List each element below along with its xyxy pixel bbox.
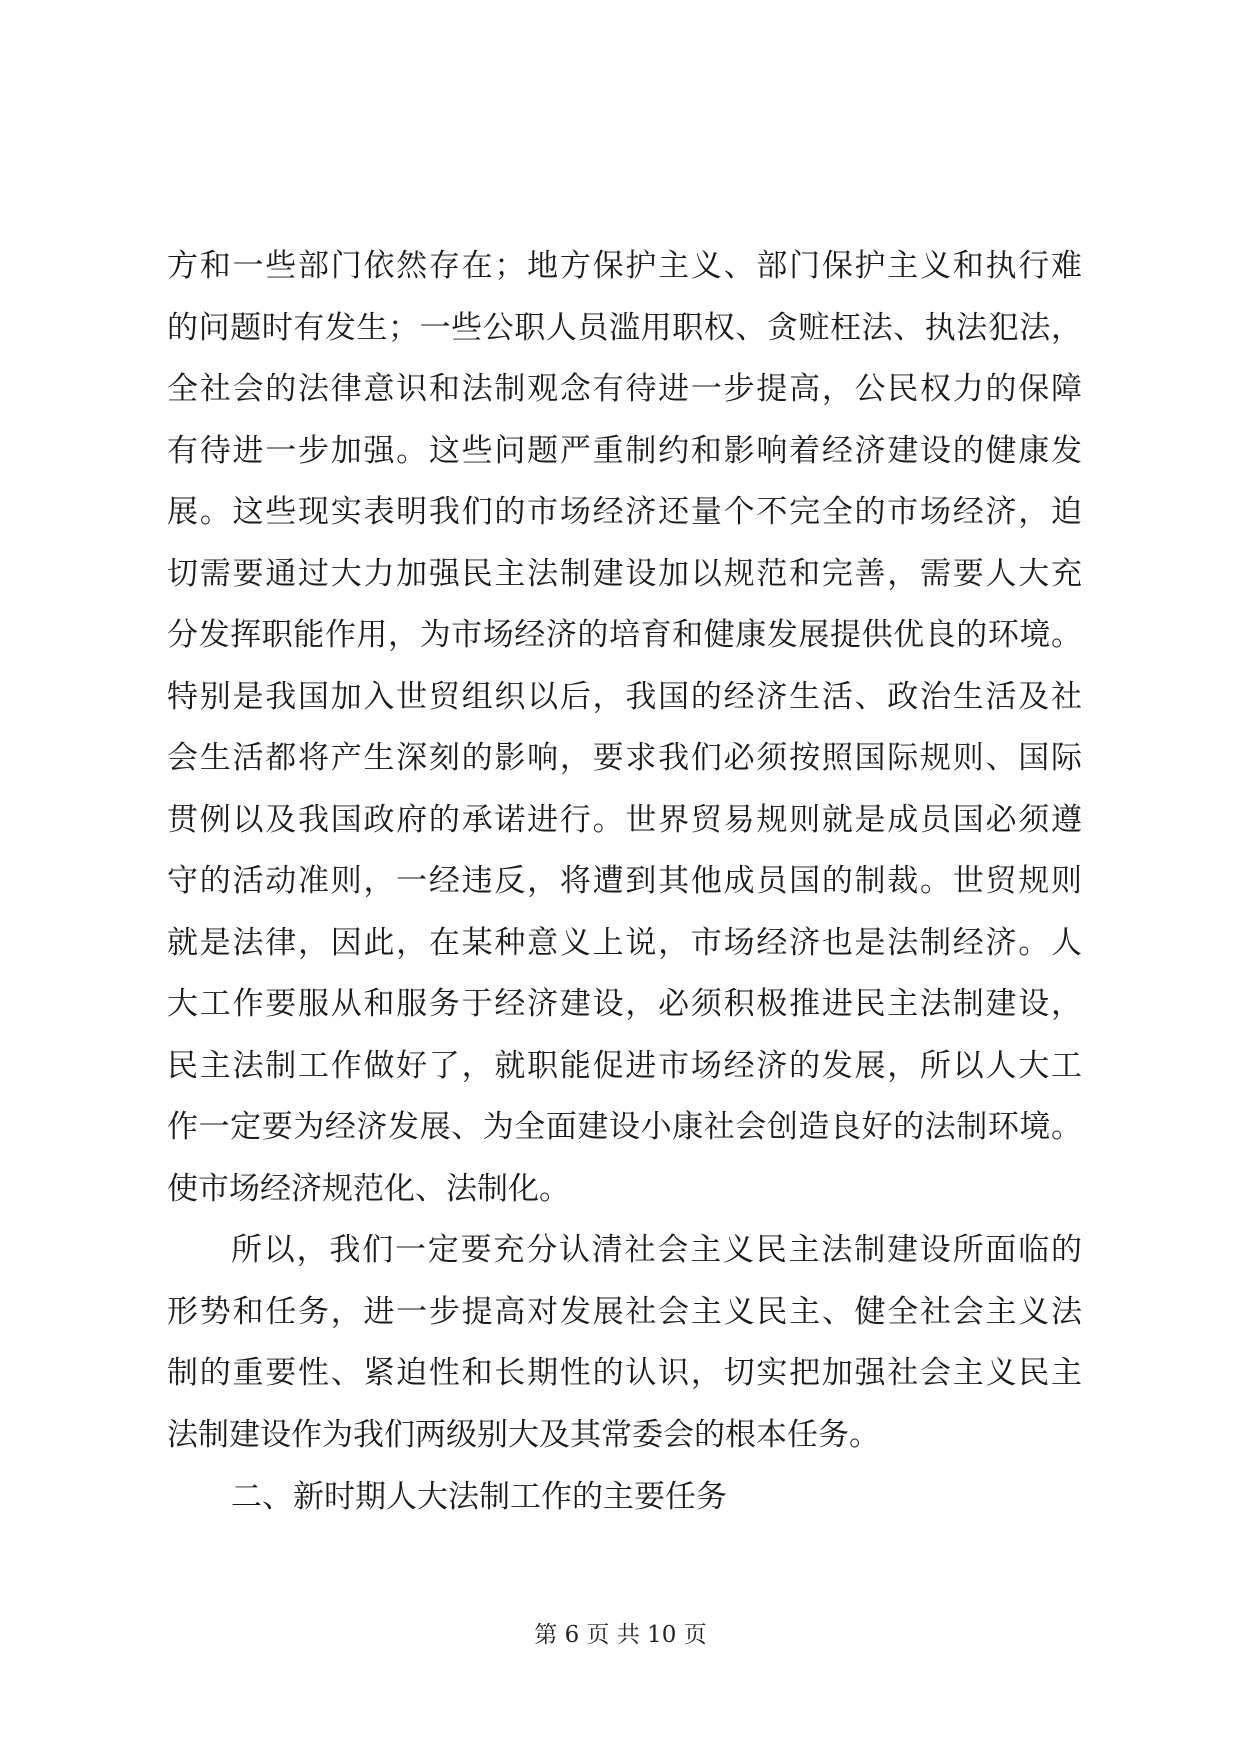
text-line: 守的活动准则，一经违反，将遭到其他成员国的制裁。世贸规则 <box>167 863 1082 899</box>
text-line: 方和一些部门依然存在；地方保护主义、部门保护主义和执行难 <box>167 248 1082 284</box>
text-line: 全社会的法律意识和法制观念有待进一步提高，公民权力的保障 <box>167 371 1082 407</box>
text-line: 制的重要性、紧迫性和长期性的认识，切实把加强社会主义民主 <box>167 1355 1082 1391</box>
text-line: 法制建设作为我们两级别大及其常委会的根本任务。 <box>167 1416 880 1453</box>
text-line: 形势和任务，进一步提高对发展社会主义民主、健全社会主义法 <box>167 1293 1082 1330</box>
text-line: 会生活都将产生深刻的影响，要求我们必须按照国际规则、国际 <box>167 740 1082 776</box>
text-line: 切需要通过大力加强民主法制建设加以规范和完善，需要人大充 <box>167 555 1082 592</box>
text-line: 有待进一步加强。这些问题严重制约和影响着经济建设的健康发 <box>167 432 1082 469</box>
text-line: 的问题时有发生；一些公职人员滥用职权、贪赃枉法、执法犯法， <box>167 309 1082 346</box>
section-heading: 二、新时期人大法制工作的主要任务 <box>231 1479 727 1515</box>
text-line: 就是法律，因此，在某种意义上说，市场经济也是法制经济。人 <box>167 924 1082 961</box>
page-footer: 第 6 页 共 10 页 <box>534 1622 707 1648</box>
body-text <box>167 236 1082 1466</box>
text-line: 分发挥职能作用，为市场经济的培育和健康发展提供优良的环境。 <box>167 617 1082 653</box>
text-line: 贯例以及我国政府的承诺进行。世界贸易规则就是成员国必须遵 <box>167 801 1082 838</box>
text-line: 展。这些现实表明我们的市场经济还量个不完全的市场经济，迫 <box>167 494 1082 530</box>
text-line: 使市场经济规范化、法制化。 <box>167 1170 570 1207</box>
text-line: 特别是我国加入世贸组织以后，我国的经济生活、政治生活及社 <box>167 678 1082 715</box>
text-line: 民主法制工作做好了，就职能促进市场经济的发展，所以人大工 <box>167 1047 1082 1084</box>
text-line: 作一定要为经济发展、为全面建设小康社会创造良好的法制环境。 <box>167 1109 1082 1145</box>
paragraph-first-line: 所以，我们一定要充分认清社会主义民主法制建设所面临的 <box>231 1232 1082 1268</box>
text-line: 大工作要服从和服务于经济建设，必须积极推进民主法制建设， <box>167 986 1082 1022</box>
